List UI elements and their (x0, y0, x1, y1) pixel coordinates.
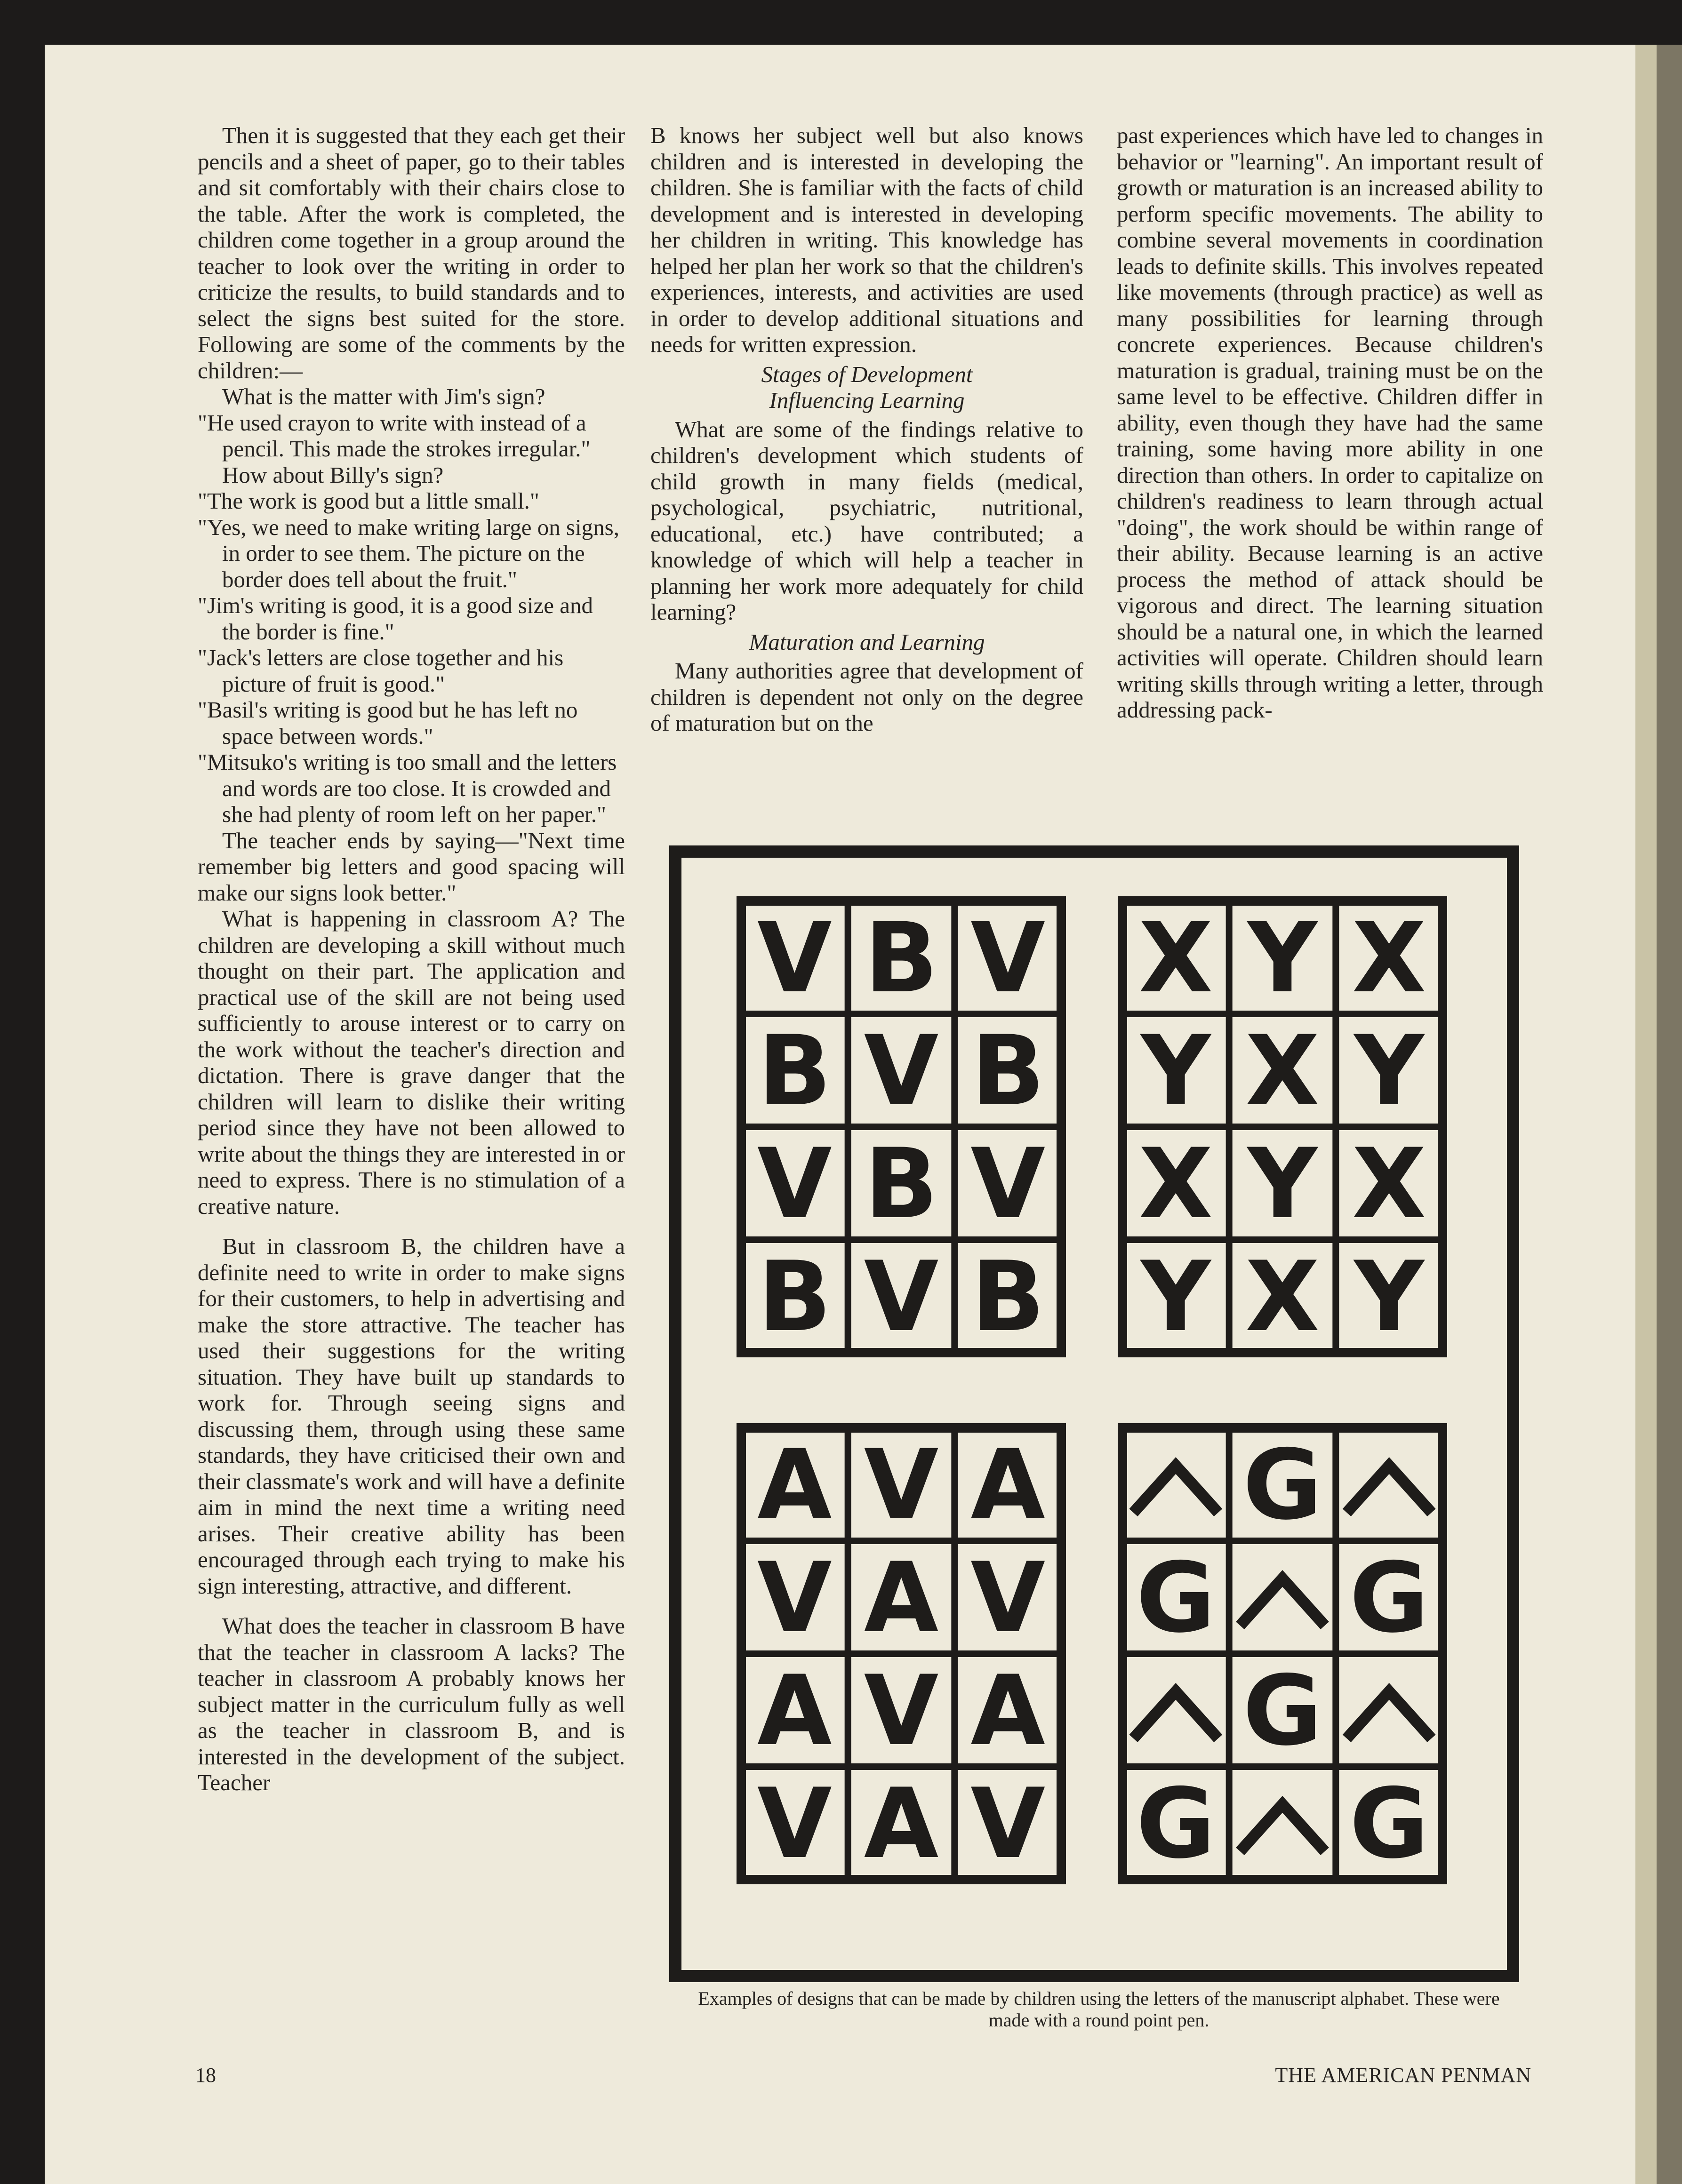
dialogue-line: What is the matter with Jim's sign? (222, 383, 545, 409)
letter-v: V (864, 1015, 939, 1127)
letter-g: G (1136, 1542, 1216, 1654)
paragraph: What does the teacher in classroom B have that the teacher in classroom A lacks? The teacher in classroom A probably knows her subject matter in the curriculum fully as well as the teacher in classroom B, and is interested in the development of the subject. Teacher (198, 1613, 625, 1795)
letter-x: X (1138, 902, 1213, 1014)
letter-b: B (971, 1015, 1045, 1127)
text-column-right (1117, 122, 1543, 723)
dialogue-line: "Jack's letters are close together and his picture of fruit is good." (198, 645, 564, 697)
panel-b-v (741, 901, 1061, 1353)
dialogue-line: "Yes, we need to make writing large on signs, in order to see them. The picture on the border does tell about the fruit." (198, 514, 619, 592)
paragraph: Many authorities agree that development of children is dependent not only on the degree of maturation but on the (650, 658, 1083, 736)
panel-g-caret (1122, 1428, 1442, 1880)
section-heading (650, 361, 1083, 414)
letter-v: V (970, 902, 1045, 1014)
letter-b: B (758, 1241, 832, 1353)
letter-x: X (1352, 902, 1426, 1014)
letter-y: Y (1247, 902, 1318, 1014)
letter-v: V (757, 1128, 832, 1240)
figure-caption: Examples of designs that can be made by children using the letters of the manuscript alphabet. These were made with a round point pen. (698, 1988, 1500, 2031)
letter-g: G (1349, 1768, 1429, 1880)
letter-b: B (864, 1128, 938, 1240)
paragraph: B knows her subject well but also knows children and is interested in developing the children. She is familiar with the facts of child development and is interested in developing her children in writing. This knowledge has helped her plan her work so that the children's experiences, interests, and activities are used in order to develop additional situations and needs for written expression. (650, 122, 1083, 357)
letter-b: B (971, 1241, 1045, 1353)
letter-y: Y (1247, 1128, 1318, 1240)
letter-y: Y (1354, 1241, 1424, 1353)
letter-y: Y (1354, 1015, 1424, 1127)
letter-v: V (864, 1655, 939, 1767)
letter-b: B (758, 1015, 832, 1127)
letter-x: X (1352, 1128, 1426, 1240)
letter-v: V (757, 1542, 832, 1654)
letter-a: A (757, 1655, 832, 1767)
panel-x-y (1122, 901, 1442, 1353)
heading-line-1: Stages of Development (761, 361, 973, 387)
letter-design-figure (668, 845, 1520, 1983)
letter-x: X (1138, 1128, 1213, 1240)
letter-x: X (1245, 1015, 1320, 1127)
paragraph: The teacher ends by saying—"Next time remember big letters and good spacing will make our signs look better." (198, 827, 625, 906)
letter-v: V (970, 1542, 1045, 1654)
letter-v: V (970, 1768, 1045, 1880)
text-column-left (198, 122, 625, 1796)
letter-y: Y (1141, 1241, 1211, 1353)
letter-v: V (864, 1241, 939, 1353)
text-column-middle (650, 122, 1083, 736)
dialogue-line: "Basil's writing is good but he has left no space between words." (198, 697, 578, 749)
paragraph: What are some of the findings relative to children's development which students of child growth in many fields (medical, psychological, psychiatric, nutritional, educational, etc.) have contributed; a knowledge of which will help a teacher in planning her work more adequately for child learning? (650, 416, 1083, 625)
paragraph: past experiences which have led to changes in behavior or "learning". An important result of growth or maturation is an increased ability to perform specific movements. The ability to combine several movements in coordination leads to definite skills. This involves repeated like movements (through practice) as well as many possibilities for learning through concrete experiences. Because children's maturation is gradual, training must be on the same level to be effective. Children differ in ability, even though they have had the same training, some having more ability in one direction than others. In order to capitalize on children's readiness to learn through actual "doing", the work should be within range of their ability. Because learning is an active process the method of attack should be vigorous and direct. The learning situation should be a natural one, in which the learned activities will operate. Children should learn writing skills through writing a letter, through addressing pack- (1117, 122, 1543, 723)
letter-a: A (864, 1542, 939, 1654)
heading-line-2: Influencing Learning (769, 387, 965, 413)
dialogue-line: "The work is good but a little small." (198, 488, 539, 514)
letter-g: G (1136, 1768, 1216, 1880)
panel-a-v (741, 1428, 1061, 1880)
letter-g: G (1242, 1655, 1322, 1767)
binding-shadow (1657, 45, 1682, 2184)
letter-y: Y (1141, 1015, 1211, 1127)
letter-g: G (1349, 1542, 1429, 1654)
paragraph: But in classroom B, the children have a definite need to write in order to make signs for their customers, to help in advertising and make the store attractive. The teacher has used their suggestions for the writing situation. They have built up standards to work for. Through seeing signs and discussing them, through using these same standards, they have criticised their own and their classmate's work and will have a definite aim in mind the next time a writing need arises. Their creative ability has been encouraged through each trying to make his sign interesting, attractive, and different. (198, 1233, 625, 1599)
dialogue-line: How about Billy's sign? (222, 462, 444, 488)
section-heading: Maturation and Learning (749, 629, 985, 655)
dialogue-line: "Mitsuko's writing is too small and the letters and words are too close. It is crowded and she had plenty of room left on her paper." (198, 749, 617, 827)
letter-a: A (757, 1429, 832, 1541)
letter-g: G (1242, 1429, 1322, 1541)
letter-v: V (970, 1128, 1045, 1240)
letter-a: A (970, 1655, 1045, 1767)
letter-v: V (757, 902, 832, 1014)
letter-v: V (864, 1429, 939, 1541)
dialogue-line: "Jim's writing is good, it is a good size and the border is fine." (198, 592, 593, 645)
dialogue-line: "He used crayon to write with instead of a pencil. This made the strokes irregular." (198, 409, 591, 462)
letter-v: V (757, 1768, 832, 1880)
letter-b: B (864, 902, 938, 1014)
letter-a: A (970, 1429, 1045, 1541)
letter-a: A (864, 1768, 939, 1880)
paragraph: Then it is suggested that they each get their pencils and a sheet of paper, go to their tables and sit comfortably with their chairs close to the table. After the work is completed, the children come together in a group around the teacher to look over the writing in order to criticize the results, to build standards and to select the signs best suited for the store. Following are some of the comments by the children:— (198, 122, 625, 383)
paragraph: What is happening in classroom A? The children are developing a skill without much thought on their part. The application and practical use of the skill are not being used sufficiently to arouse interest or to carry on the work without the teacher's direction and dictation. There is grave danger that the children will learn to dislike their writing period since they have not been allowed to write about the things they are interested in or need to express. There is no stimulation of a creative nature. (198, 906, 625, 1219)
journal-name: THE AMERICAN PENMAN (1275, 2064, 1531, 2087)
page-number: 18 (195, 2064, 216, 2087)
letter-x: X (1245, 1241, 1320, 1353)
